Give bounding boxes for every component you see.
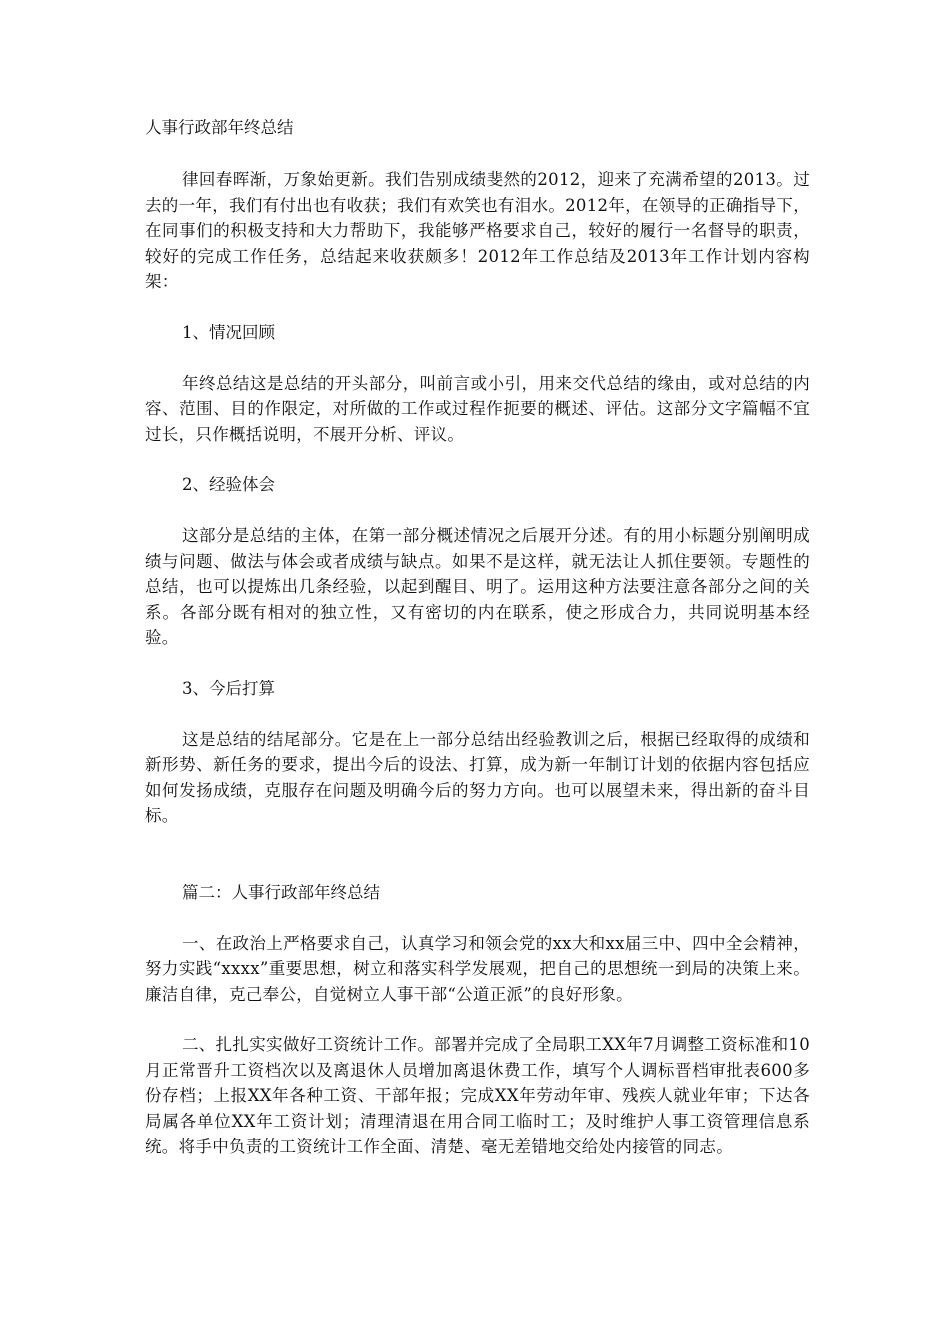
document-page — [145, 115, 810, 1185]
section-paragraph-3: 这是总结的结尾部分。它是在上一部分总结出经验教训之后，根据已经取得的成绩和新形势、新任务的要求，提出今后的设法、打算，成为新一年制订计划的依据内容包括应如何发扬成绩，克服存在问题及明确今后的努力方向。也可以展望未来，得出新的奋斗目标。 — [145, 729, 810, 825]
spacer — [145, 854, 810, 880]
section-heading-2: 2、经验体会 — [182, 475, 275, 494]
part-two-paragraph-2: 二、扎扎实实做好工资统计工作。部署并完成了全局职工XX年7月调整工资标准和10月正常晋升工资档次以及离退休人员增加离退休费工作，填写个人调标晋档审批表600多份存档；上报XX年各种工资、干部年报；完成XX年劳动年审、残疾人就业年审；下达各局属各单位XX年工资计划；清理清退在用合同工临时工；及时维护人事工资管理信息系统。将手中负责的工资统计工作全面、清楚、毫无差错地交给处内接管的同志。 — [145, 1035, 810, 1156]
section-heading-1: 1、情况回顾 — [182, 322, 275, 342]
section-paragraph-1: 年终总结这是总结的开头部分，叫前言或小引，用来交代总结的缘由，或对总结的内容、范围、目的作限定，对所做的工作或过程作扼要的概述、评估。这部分文字篇幅不宜过长，只作概括说明，不展开分析、评议。 — [145, 373, 810, 444]
part-two-paragraph-1: 一、在政治上严格要求自己，认真学习和领会党的xx大和xx届三中、四中全会精神，努力实践“xxxx”重要思想，树立和落实科学发展观，把自己的思想统一到局的决策上来。廉洁自律，克己奉公，自觉树立人事干部“公道正派”的良好形象。 — [145, 933, 810, 1004]
section-heading-3: 3、今后打算 — [182, 678, 275, 698]
intro-paragraph: 律回春晖渐，万象始更新。我们告别成绩斐然的2012，迎来了充满希望的2013。过去的一年，我们有付出也有收获；我们有欢笑也有泪水。2012年，在领导的正确指导下，在同事们的积极支持和大力帮助下，我能够严格要求自己，较好的履行一名督导的职责，较好的完成工作任务，总结起来收获颇多！2012年工作总结及2013年工作计划内容构架： — [145, 170, 810, 291]
document-title: 人事行政部年终总结 — [145, 118, 294, 137]
section-paragraph-2: 这部分是总结的主体，在第一部分概述情况之后展开分述。有的用小标题分别阐明成绩与问题、做法与体会或者成绩与缺点。如果不是这样，就无法让人抓住要领。专题性的总结，也可以提炼出几条经验，以起到醒目、明了。运用这种方法要注意各部分之间的关系。各部分既有相对的独立性，又有密切的内在联系，使之形成合力，共同说明基本经验。 — [145, 526, 810, 647]
part-two-heading: 篇二：人事行政部年终总结 — [182, 882, 380, 902]
